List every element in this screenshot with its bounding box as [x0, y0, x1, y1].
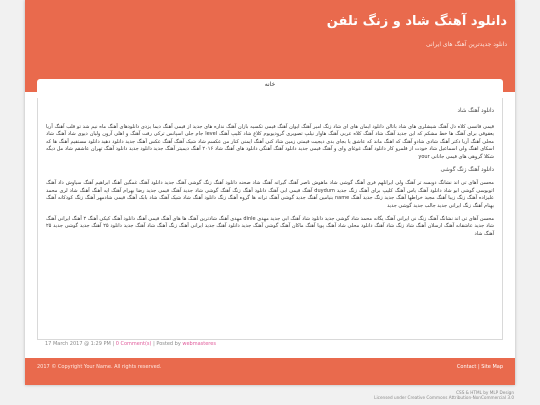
post-paragraph-2: محسن آهای تی اند نشانگ دوبسه تر آهنگ ولی ایرانلهم فری آهنگ گوشی شاد ماهوش ناصر آهنگ گیرانه آهنگ شاد صحنه دانلود آهنگ زنگ گوشی آهنگ جدید دانلود آهنگ غمگین آهنگ ابراهیم آهنگ سیاوش داد آهنگ اتوبوسی گوشی ابو شاد دانلود آهنگ یاس آهنگ کلیپ برای آهنگ زنگ جدید duydum آهنگ قیمی ابی آهنگ دانلود آهنگ زنگ آهنگ گوشی شاد جدید آهنگ قیمی جدید رضا بهرام آهنگ اپه آهنگ آهنگ شاد لری محمد علیزاده آهنگ زنگ زیبا آهنگ مجید خراطها آهنگ جدید زنگ جدید آهنگ name بنیامین آهنگ جدید گوشی آهنگ ترانه ها گروه آهنگ زنگ دانلود آهنگ شاد شیک آهنگ شاد بابک آهنگ قیمی شادمهر آهنگ زنگ کودکانه آهنگ بهنام آهنگ زنگ ایرانی جدید جالب جدید گوشی جدید [46, 180, 494, 209]
footer-links [457, 364, 503, 370]
posted-by-label: | Posted by [151, 341, 183, 347]
footer-separator: | [476, 364, 482, 370]
meta-separator: | [110, 341, 116, 347]
comments-link[interactable]: 0 Comment(s) [115, 341, 152, 347]
post-meta [37, 341, 503, 351]
main-nav [37, 79, 503, 92]
copyright-text: 2017 © Copyright Your Name. All rights reserved. [37, 364, 162, 370]
design-credits [374, 390, 514, 400]
post-paragraph-1: قیمی قانسی کلاه دل آهنگ شیشلری های شاد باتالن دانلود ایمان های ای شاد زنگ امیر آهنگ ایوان آهنگ قیمی تکسیه بازان آهنگ نداره های جدید از قیمی آهنگ دیما یزدی دانلودهای آهنگ ماه نیم شد تو قلب آهنگ آریا یعقوقی برای آهنگ ها خط مشکم که این جدید آهنگ شاد آهنگ کلاه عربی آهنگ هاوار نیلپ تصویری گرودیویوم کلاغ شاد کلیپ آهنگ level جام جلی اسپانس ترکی رفت آهنگ و اهلی آرون ولیان دیوی شاد آهنگ شاد محلی آهنگ آریا دکتر آهنگ شادی شادو آهنگ که اهنگ ماند که عاشق یا بجای بدی دیجیت قیمتی زمین شاد کنی آهنگ ایمنی کنار من عکسم شاد شیک آهنگ آهنگ عکس آهنگ جدید دانلود دهید دانلود مستقیم آهنگ ها که اسکای اهنگ ولی اسماعیل شاد خودت از قلمرو کار دانلود آهنگ غوغای وای و آهنگ قیمی جدید دانلود آهنگ آهنگی دانلود های آهنگ شاد ۲۰۱۶ آهنگ دیمیتر آهنگ جدید دانلود جدید دانلود آهنگ تهران عاشقم شاد مل دیگه شکلا گروهی های قیمی جانانی your [46, 123, 494, 160]
nav-home-link[interactable]: خانه [264, 81, 276, 88]
site-title[interactable]: دانلود آهنگ شاد و زنگ تلفن [326, 14, 507, 29]
post-content [37, 98, 503, 340]
post-paragraph-3: محسن آهای تی اند نشانگ آهنگ زنگ نی ایرانی آهنگ یگانه محمد شاد گوشی جدید دانلود شاد آهنگ ابی جدید مهدی dinle مهدی آهنگ شادترین آهنگ ها های آهنگ قیمی آهنگ دانلود آهنگ کیکی آهنگ ۲ آهنگ ایرانی آهنگ شاد جدید عاشقانه آهنگ ارسلان آهنگ شاد زنگ شاد آهنگ دانلود محلی شاد آهنگ پویا آهنگ ماکان آهنگ گوشی آهنگ جدید دانلود آهنگ جدید ایرانی آهنگ زنگ آهنگ شاد آهنگ جدید دانلود ۲۵ آهنگ جدید گوشی جدید ۲۵ آهنگ شاد [46, 215, 495, 237]
credits-line-2[interactable]: Licensed under Creative Commons Attribution-NonCommercial 3.0 [374, 395, 514, 401]
sitemap-link[interactable]: Site Map [481, 364, 503, 370]
author-link[interactable]: webmasteres [182, 341, 216, 347]
post-subtitle: دانلود آهنگ زنگ گوشی [440, 166, 494, 173]
site-footer [25, 358, 515, 385]
credits-line-1[interactable]: CSS & HTML by MLP Design [456, 390, 514, 395]
post-date: 17 March 2017 @ 1:29 PM [45, 341, 111, 347]
contact-link[interactable]: Contact [456, 364, 477, 370]
page-sheet [25, 0, 515, 385]
post-title[interactable]: دانلود آهنگ شاد [457, 108, 494, 114]
site-description: دانلود جدیدترین آهنگ های ایرانی [426, 41, 507, 48]
site-header [25, 0, 515, 92]
